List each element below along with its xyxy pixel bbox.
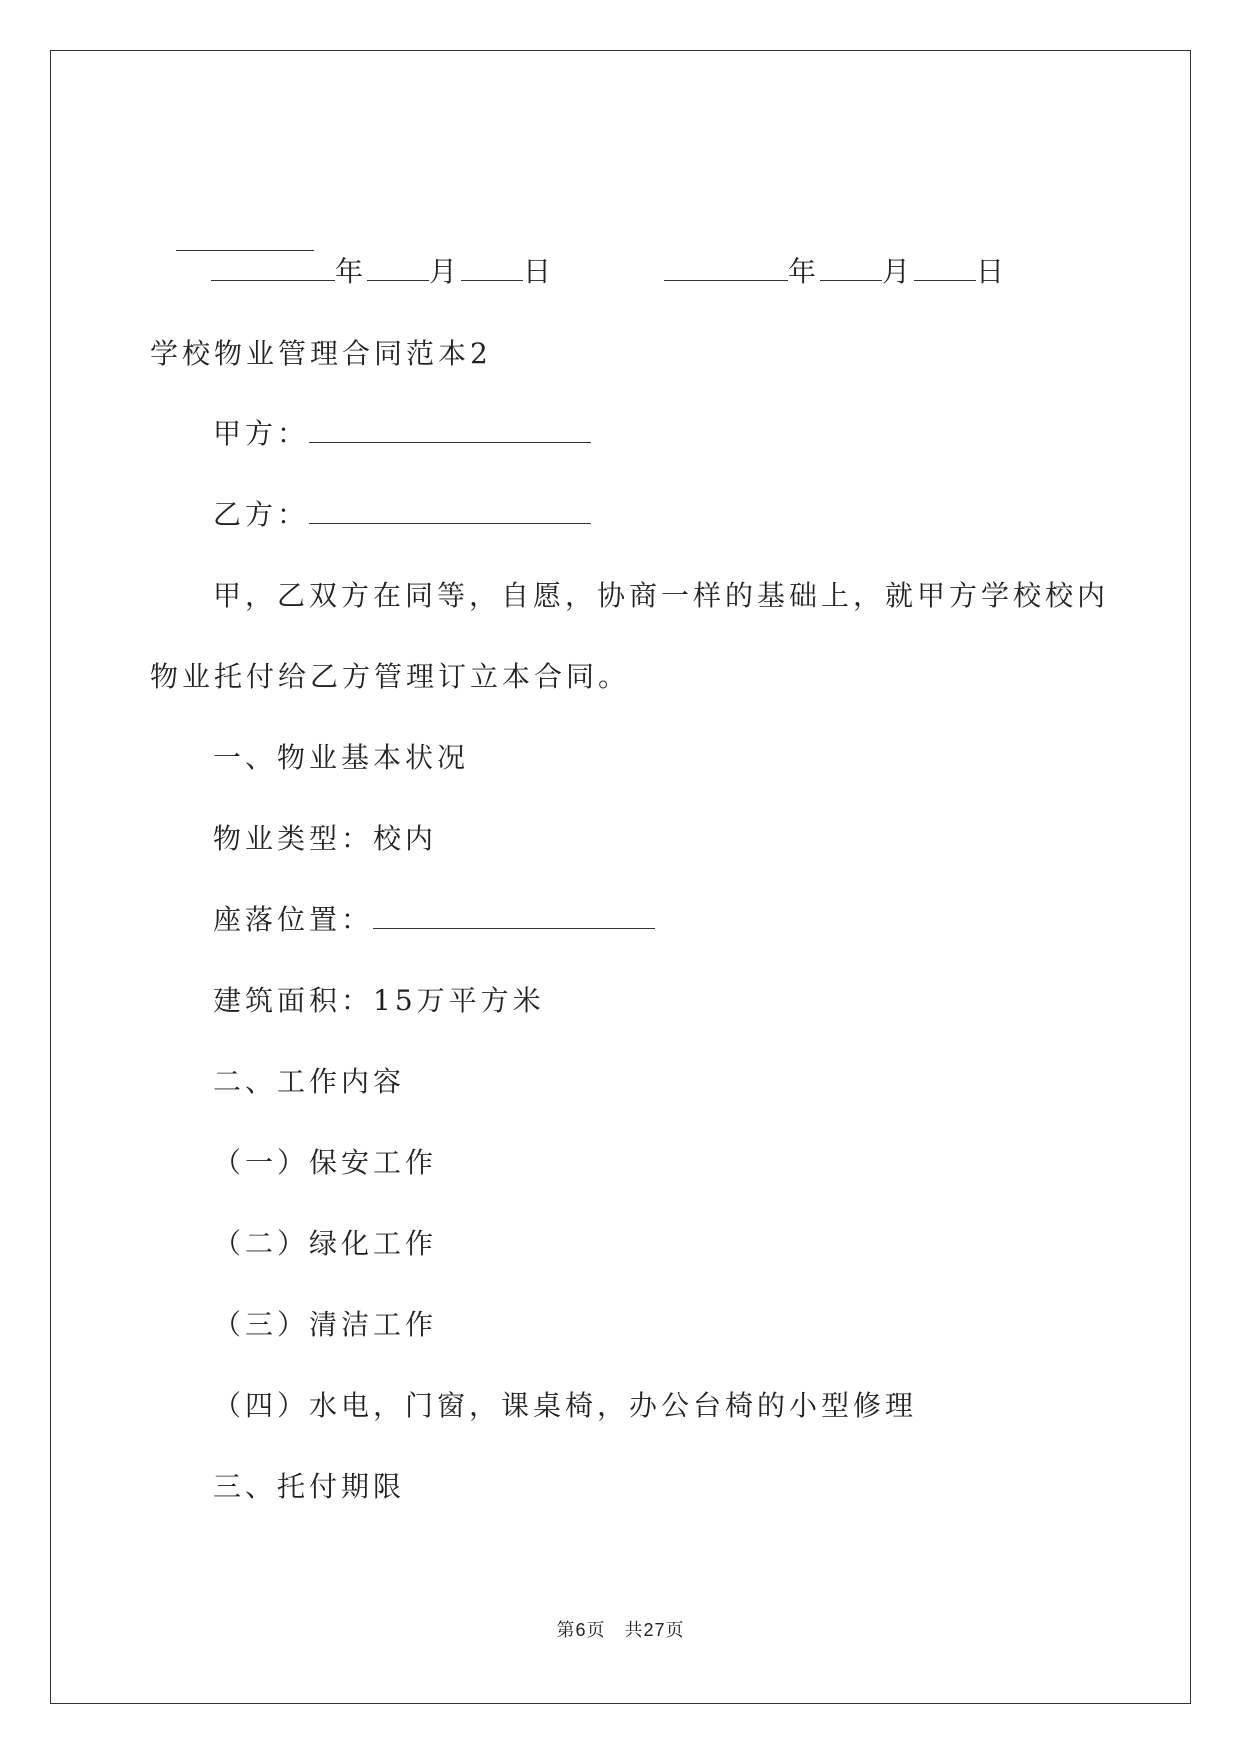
work-item-3: （三）清洁工作 (213, 1308, 438, 1341)
building-area: 建筑面积：15万平方米 (213, 984, 545, 1017)
page-footer (0, 1618, 1241, 1643)
intro-paragraph-line2: 物业托付给乙方管理订立本合同。 (150, 660, 631, 693)
party-b-blank (309, 497, 591, 524)
document-title: 学校物业管理合同范本2 (150, 337, 492, 370)
party-b-label: 乙方： (213, 498, 310, 531)
intro-paragraph-line1: 甲，乙双方在同等，自愿，协商一样的基础上，就甲方学校校内 (213, 579, 1110, 612)
property-type: 物业类型：校内 (213, 822, 438, 855)
month-label: 月 (429, 255, 462, 288)
day-label: 日 (523, 255, 556, 288)
party-a-line (213, 414, 591, 454)
day-blank (914, 254, 976, 281)
party-b-line (213, 495, 591, 535)
day-label: 日 (976, 255, 1009, 288)
footer-mid: 页 共 (586, 1620, 644, 1641)
party-a-blank (309, 416, 591, 443)
signature-blank-line (150, 182, 314, 262)
party-a-label: 甲方： (213, 417, 310, 450)
page-number: 6 (575, 1620, 587, 1640)
location-line (213, 900, 655, 940)
month-label: 月 (882, 255, 915, 288)
section1-heading: 一、物业基本状况 (213, 741, 470, 774)
work-item-1: （一）保安工作 (213, 1146, 438, 1179)
blank-underline (176, 224, 314, 251)
work-item-4: （四）水电，门窗，课桌椅，办公台椅的小型修理 (213, 1389, 918, 1422)
total-pages: 27 (643, 1620, 666, 1640)
section3-heading: 三、托付期限 (213, 1470, 406, 1503)
location-label: 座落位置： (213, 903, 374, 936)
year-label: 年 (335, 255, 368, 288)
footer-prefix: 第 (556, 1620, 576, 1641)
year-label: 年 (788, 255, 821, 288)
section2-heading: 二、工作内容 (213, 1065, 406, 1098)
footer-suffix: 页 (665, 1620, 685, 1641)
day-blank (461, 254, 523, 281)
date-row-right (664, 252, 1008, 292)
page-frame (50, 50, 1191, 1704)
year-blank (664, 254, 788, 281)
month-blank (820, 254, 882, 281)
location-blank (373, 902, 655, 929)
year-blank (211, 254, 335, 281)
date-row-left (211, 252, 555, 292)
work-item-2: （二）绿化工作 (213, 1227, 438, 1260)
month-blank (367, 254, 429, 281)
